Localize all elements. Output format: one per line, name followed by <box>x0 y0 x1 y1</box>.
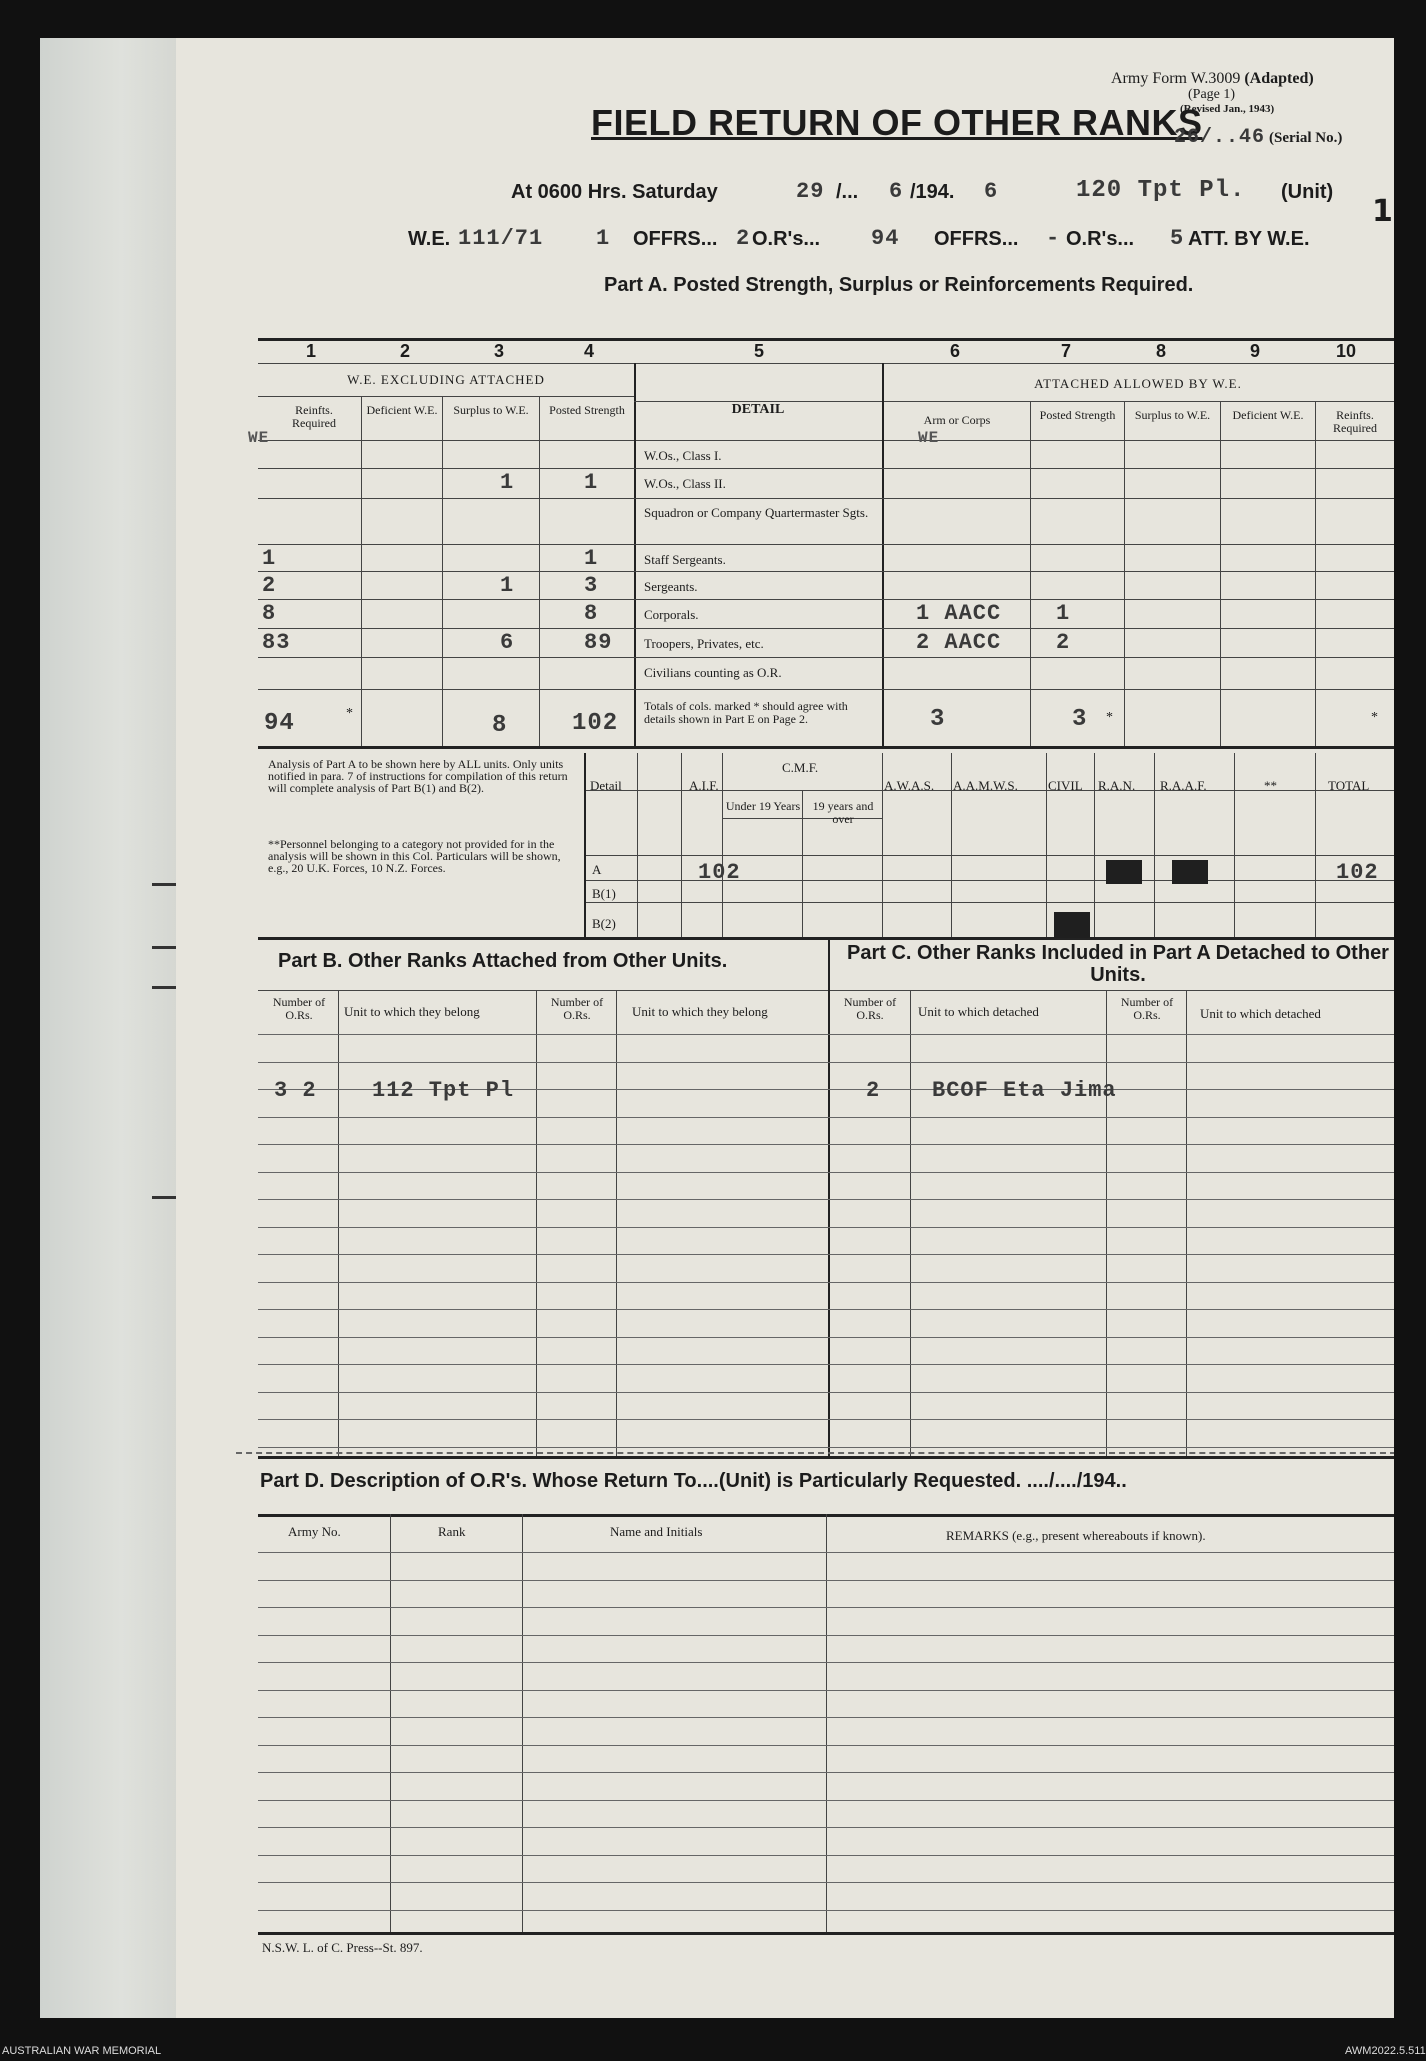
redaction-block <box>1172 860 1208 884</box>
total-star: * <box>346 706 353 721</box>
form-page: (Page 1) <box>1188 87 1236 102</box>
part-a-c4-value: 3 <box>584 573 599 598</box>
part-a-title: Part A. Posted Strength, Surplus or Reinforcements Required. <box>604 274 1194 296</box>
total-surplus: 8 <box>492 712 508 739</box>
printer-imprint: N.S.W. L. of C. Press--St. 897. <box>262 1940 423 1955</box>
cut-line <box>236 1452 1394 1454</box>
analysis-row-label: B(1) <box>592 886 616 901</box>
we-offrs-value: 1 <box>596 226 611 251</box>
part-c-header: Unit to which detached <box>1200 1006 1321 1021</box>
total-posted: 102 <box>572 710 619 737</box>
unit-label: (Unit) <box>1281 181 1334 203</box>
part-a-c4-value: 89 <box>584 630 613 655</box>
col-number: 8 <box>1156 341 1167 361</box>
analysis-header: C.M.F. <box>782 760 819 775</box>
analysis-aif-a: 102 <box>698 860 741 885</box>
part-c-number: 2 <box>866 1078 881 1103</box>
part-d-header: Name and Initials <box>610 1524 703 1539</box>
analysis-header: ** <box>1264 778 1277 793</box>
col-number: 1 <box>306 341 317 361</box>
part-a-c1-value: 8 <box>262 601 277 626</box>
analysis-header: CIVIL <box>1048 778 1083 793</box>
col-number: 6 <box>950 341 961 361</box>
form-body <box>176 38 1394 2018</box>
att-label: ATT. BY W.E. <box>1188 228 1310 250</box>
we-stamp: WE <box>918 429 940 447</box>
total-reinfts: 94 <box>264 710 295 737</box>
col-number: 7 <box>1061 341 1072 361</box>
col-header: Surplus to W.E. <box>453 403 529 417</box>
part-a-c3-value: 6 <box>500 630 515 655</box>
at-time-label: At 0600 Hrs. Saturday <box>511 181 718 203</box>
part-a-c1-value: 2 <box>262 573 277 598</box>
col-header: Reinfts. Required <box>1333 408 1377 435</box>
att-offrs-value: 94 <box>871 226 900 251</box>
col-header: Posted Strength <box>549 403 625 417</box>
analysis-note: Analysis of Part A to be shown here by ALL units. Only units notified in para. 7 of instructions for compilation of this return will complete analysis of Part B(1) and B(2). <box>268 757 568 795</box>
form-sheet <box>40 38 1394 2018</box>
group-attached-allowed: ATTACHED ALLOWED BY W.E. <box>1034 376 1242 391</box>
redaction-block <box>1054 912 1090 938</box>
part-a-c6-value: 2 AACC <box>916 630 1002 655</box>
part-a-row-detail: Sergeants. <box>644 579 698 594</box>
part-b-unit: 112 Tpt Pl <box>372 1078 515 1103</box>
analysis-header: 19 years and over <box>812 799 874 826</box>
part-b-header: Unit to which they belong <box>344 1004 480 1019</box>
part-b-header: Number of O.Rs. <box>550 995 604 1022</box>
col-number: 3 <box>494 341 505 361</box>
serial-label: (Serial No.) <box>1269 130 1343 146</box>
part-c-header: Number of O.Rs. <box>1120 995 1174 1022</box>
analysis-header: A.I.F. <box>689 778 719 793</box>
part-c-unit: BCOF Eta Jima <box>932 1078 1117 1103</box>
part-c-header: Number of O.Rs. <box>843 995 897 1022</box>
part-a-c7-value: 1 <box>1056 601 1071 626</box>
part-a-row-detail: Corporals. <box>644 607 699 622</box>
we-ors-label: O.R's... <box>752 228 821 250</box>
part-a-c6-value: 1 AACC <box>916 601 1002 626</box>
col-header: Deficient W.E. <box>1232 408 1304 422</box>
part-b-header: Number of O.Rs. <box>272 995 326 1022</box>
caption-right: AWM2022.5.511 <box>1345 2045 1426 2057</box>
part-a-row-detail: Troopers, Privates, etc. <box>644 636 764 651</box>
caption-left: AUSTRALIAN WAR MEMORIAL <box>2 2045 162 2057</box>
col-header: Surplus to W.E. <box>1134 408 1211 422</box>
part-c-title: Part C. Other Ranks Included in Part A Detached to Other Units. <box>847 942 1389 986</box>
left-binding-strip <box>40 38 176 2018</box>
col-number: 5 <box>754 341 765 361</box>
part-b-title: Part B. Other Ranks Attached from Other Units. <box>278 950 728 972</box>
col-header: Posted Strength <box>1039 408 1116 422</box>
part-d-header: Army No. <box>288 1524 341 1539</box>
part-a-row-detail: Staff Sergeants. <box>644 552 726 567</box>
col-header: Arm or Corps <box>923 413 991 427</box>
col-header: Deficient W.E. <box>366 403 438 417</box>
part-a-c3-value: 1 <box>500 573 515 598</box>
part-a-row-detail: Civilians counting as O.R. <box>644 665 782 680</box>
analysis-header: R.A.A.F. <box>1160 778 1207 793</box>
serial-number: 26/..46 <box>1174 126 1266 149</box>
part-a-c4-value: 1 <box>584 470 599 495</box>
part-c-header: Unit to which detached <box>918 1004 1039 1019</box>
date-month: 6 <box>889 179 904 204</box>
part-a-c3-value: 1 <box>500 470 515 495</box>
att-ors-label: O.R's... <box>1066 228 1135 250</box>
col-number: 4 <box>584 341 595 361</box>
part-a-c1-value: 1 <box>262 546 277 571</box>
analysis-total-a: 102 <box>1336 860 1379 885</box>
part-a-c1-value: 83 <box>262 630 291 655</box>
col-number: 9 <box>1250 341 1261 361</box>
analysis-note-other: **Personnel belonging to a category not provided for in the analysis will be shown in this Col. Particulars will be shown, e.g., 20 U.K. Forces, 10 N.Z. Forces. <box>268 837 561 875</box>
date-year: 6 <box>984 179 999 204</box>
date-sep: /... <box>836 181 859 203</box>
analysis-header: A.A.M.W.S. <box>953 778 1018 793</box>
form-title: FIELD RETURN OF OTHER RANKS <box>591 102 1203 143</box>
we-ors-value: 2 <box>736 226 751 251</box>
analysis-header: A.W.A.S. <box>884 778 935 793</box>
total-attached: 3 <box>930 706 946 733</box>
totals-detail: Totals of cols. marked * should agree with details shown in Part E on Page 2. <box>644 699 848 726</box>
att-value: 5 <box>1170 226 1185 251</box>
analysis-row-label: B(2) <box>592 916 616 931</box>
date-year-prefix: /194. <box>910 181 955 203</box>
total-star: * <box>1106 710 1113 725</box>
att-offrs-label: OFFRS... <box>934 228 1019 250</box>
part-d-header: Rank <box>438 1524 466 1539</box>
analysis-header: TOTAL <box>1328 778 1370 793</box>
part-a-c4-value: 8 <box>584 601 599 626</box>
part-d-title: Part D. Description of O.R's. Whose Return To....(Unit) is Particularly Requested. ..../..../194.. <box>260 1470 1127 1492</box>
total-attached-posted: 3 <box>1072 706 1088 733</box>
we-offrs-label: OFFRS... <box>633 228 718 250</box>
detail-header: DETAIL <box>731 402 785 417</box>
part-a-row-detail: W.Os., Class I. <box>644 448 722 463</box>
redaction-block <box>1106 860 1142 884</box>
col-number: 10 <box>1336 341 1357 361</box>
part-a-row-detail: W.Os., Class II. <box>644 476 726 491</box>
part-b-header: Unit to which they belong <box>632 1004 768 1019</box>
part-a-c4-value: 1 <box>584 546 599 571</box>
att-ors-value: - <box>1046 226 1061 251</box>
date-day: 29 <box>796 179 825 204</box>
form-revised: (Revised Jan., 1943) <box>1180 103 1275 115</box>
analysis-row-label: A <box>592 862 602 877</box>
form-number: Army Form W.3009 (Adapted) <box>1111 70 1314 87</box>
analysis-header: R.A.N. <box>1098 778 1136 793</box>
part-d-header: REMARKS (e.g., present whereabouts if known). <box>946 1528 1206 1543</box>
analysis-header: Detail <box>590 778 622 793</box>
part-a-c7-value: 2 <box>1056 630 1071 655</box>
part-b-number: 3 2 <box>274 1078 317 1103</box>
we-label: W.E. <box>408 228 451 250</box>
group-we-excluding-attached: W.E. EXCLUDING ATTACHED <box>347 372 545 387</box>
col-number: 2 <box>400 341 411 361</box>
total-star: * <box>1371 710 1378 725</box>
we-stamp: WE <box>248 429 270 447</box>
col-header: Reinfts. Required <box>292 403 336 430</box>
part-a-row-detail: Squadron or Company Quartermaster Sgts. <box>644 505 869 520</box>
unit-value: 120 Tpt Pl. <box>1076 177 1246 204</box>
handwritten-mark: 1 <box>1372 194 1393 229</box>
we-value: 111/71 <box>458 226 544 251</box>
analysis-header: Under 19 Years <box>725 799 801 813</box>
